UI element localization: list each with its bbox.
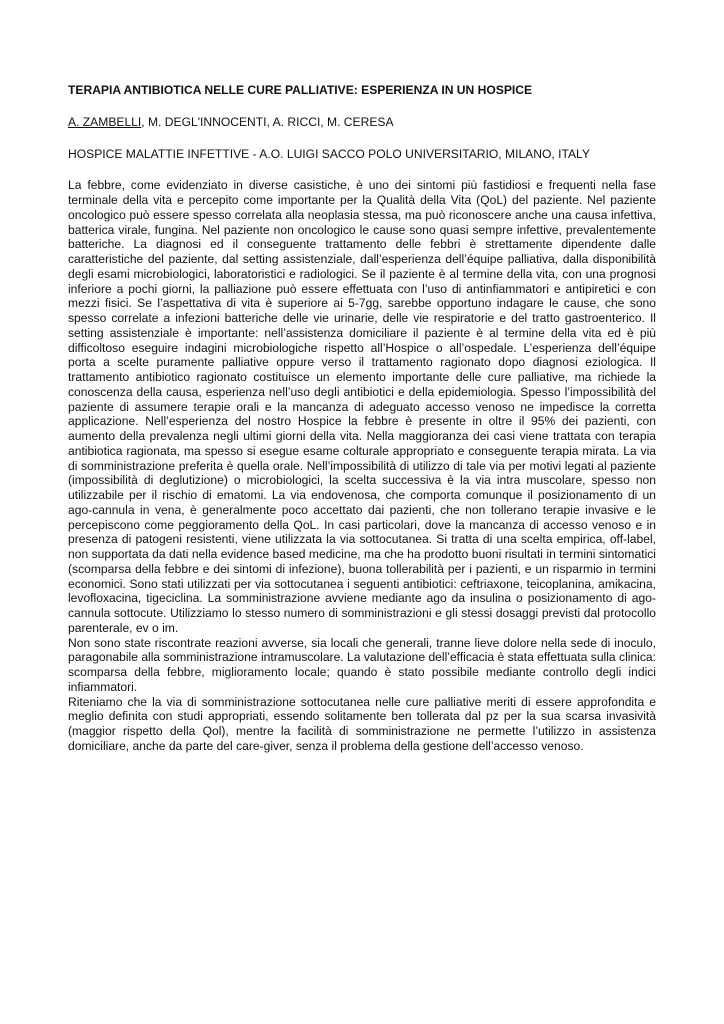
body-paragraph-2: Non sono state riscontrate reazioni avverse, sia locali che generali, tranne lieve dolore nella sede di inoculo, paragonabile alla somministrazione intramuscolare. La valutazione dell’efficacia è stata effettuata sulla clinica: scomparsa della febbre, miglioramento locale; quando è stato possibile mediante controllo degli indici infiammatori. <box>68 635 656 694</box>
abstract-title: TERAPIA ANTIBIOTICA NELLE CURE PALLIATIVE: ESPERIENZA IN UN HOSPICE <box>68 83 533 97</box>
body-paragraph-1: La febbre, come evidenziato in diverse casistiche, è uno dei sintomi più fastidiosi e frequenti nella fase terminale della vita e percepito come importante per la Qualità della Vita (QoL) del paziente. Nel paziente oncologico può essere spesso correlata alla neoplasia stessa, ma può riconoscere anche una causa infettiva, batterica virale, fungina. Nel paziente non oncologico le cause sono quasi sempre infettive, prevalentemente batteriche. La diagnosi ed il conseguente trattamento delle febbri è strettamente dipendente dalle caratteristiche del paziente, dal setting assistenziale, dall’esperienza dell’équipe palliativa, dalla disponibilità degli esami microbiologici, laboratoristici e radiologici. Se il paziente è al termine della vita, con una prognosi inferiore a pochi giorni, la palliazione può essere effettuata con l’uso di antinfiammatori e antipiretici e con mezzi fisici. Se l’aspettativa di vita è superiore ai 5-7gg, sarebbe opportuno indagare le cause, che sono spesso correlate a infezioni batteriche delle vie urinarie, delle vie respiratorie e del tratto gastroenterico. Il setting assistenziale è importante: nell’assistenza domiciliare il paziente è al termine della vita ed è più difficoltoso eseguire indagini microbiologiche rispetto all’Hospice o all’ospedale. L’esperienza dell’équipe porta a scelte puramente palliative oppure verso il trattamento ragionato dopo diagnosi eziologica. Il trattamento antibiotico ragionato costituisce un elemento importante delle cure palliative, ma richiede la conoscenza della causa, esperienza nell’uso degli antibiotici e della epidemiologia. Spesso l’impossibilità del paziente di assumere terapie orali e la mancanza di adeguato accesso venoso ne impedisce la corretta applicazione. Nell’esperienza del nostro Hospice la febbre è presente in oltre il 95% dei pazienti, con aumento della prevalenza negli ultimi giorni della vita. Nella maggioranza dei casi viene trattata con terapia antibiotica ragionata, ma spesso si esegue esame colturale appropriato e conseguente terapia mirata. La via di somministrazione preferita è quella orale. Nell’impossibilità di utilizzo di tale via per motivi legati al paziente (impossibilità di deglutizione) o microbiologici, la scelta successiva è la via intra muscolare, spesso non utilizzabile per il rischio di ematomi. La via endovenosa, che comporta comunque il posizionamento di un ago-cannula in vena, è generalmente poco accettato dai pazienti, che non tollerano terapie invasive e le percepiscono come peggioramento della QoL. In casi particolari, dove la mancanza di accesso venoso e in presenza di patogeni resistenti, viene utilizzata la via sottocutanea. Si tratta di una scelta empirica, off-label, non supportata da dati nella evidence based medicine, ma che ha prodotto buoni risultati in termini sintomatici (scomparsa della febbre e dei sintomi di infezione), buona tollerabilità per i pazienti, e un risparmio in termini economici. Sono stati utilizzati per via sottocutanea i seguenti antibiotici: ceftriaxone, teicoplanina, amikacina, levofloxacina, tigeciclina. La somministrazione avviene mediante ago da insulina o posizionamento di ago-cannula sottocute. Utilizziamo lo stesso numero di somministrazioni e gli stessi dosaggi previsti dal protocollo parenterale, ev o im. <box>68 178 656 635</box>
presenting-author: A. ZAMBELLI <box>68 114 142 129</box>
abstract-page <box>68 83 656 754</box>
body-paragraph-3: Riteniamo che la via di somministrazione sottocutanea nelle cure palliative meriti di essere approfondita e meglio definita con studi appropriati, essendo solitamente ben tollerata dal pz per la sua scarsa invasività (maggior rispetto della Qol), mentre la facilità di somministrazione ne permette l’utilizzo in assistenza domiciliare, anche da parte del care-giver, senza il problema della gestione dell’accesso venoso. <box>68 694 656 753</box>
author-list <box>68 115 656 130</box>
co-authors: , M. DEGL'INNOCENTI, A. RICCI, M. CERESA <box>141 114 394 129</box>
affiliation: HOSPICE MALATTIE INFETTIVE - A.O. LUIGI SACCO POLO UNIVERSITARIO, MILANO, ITALY <box>68 146 590 161</box>
